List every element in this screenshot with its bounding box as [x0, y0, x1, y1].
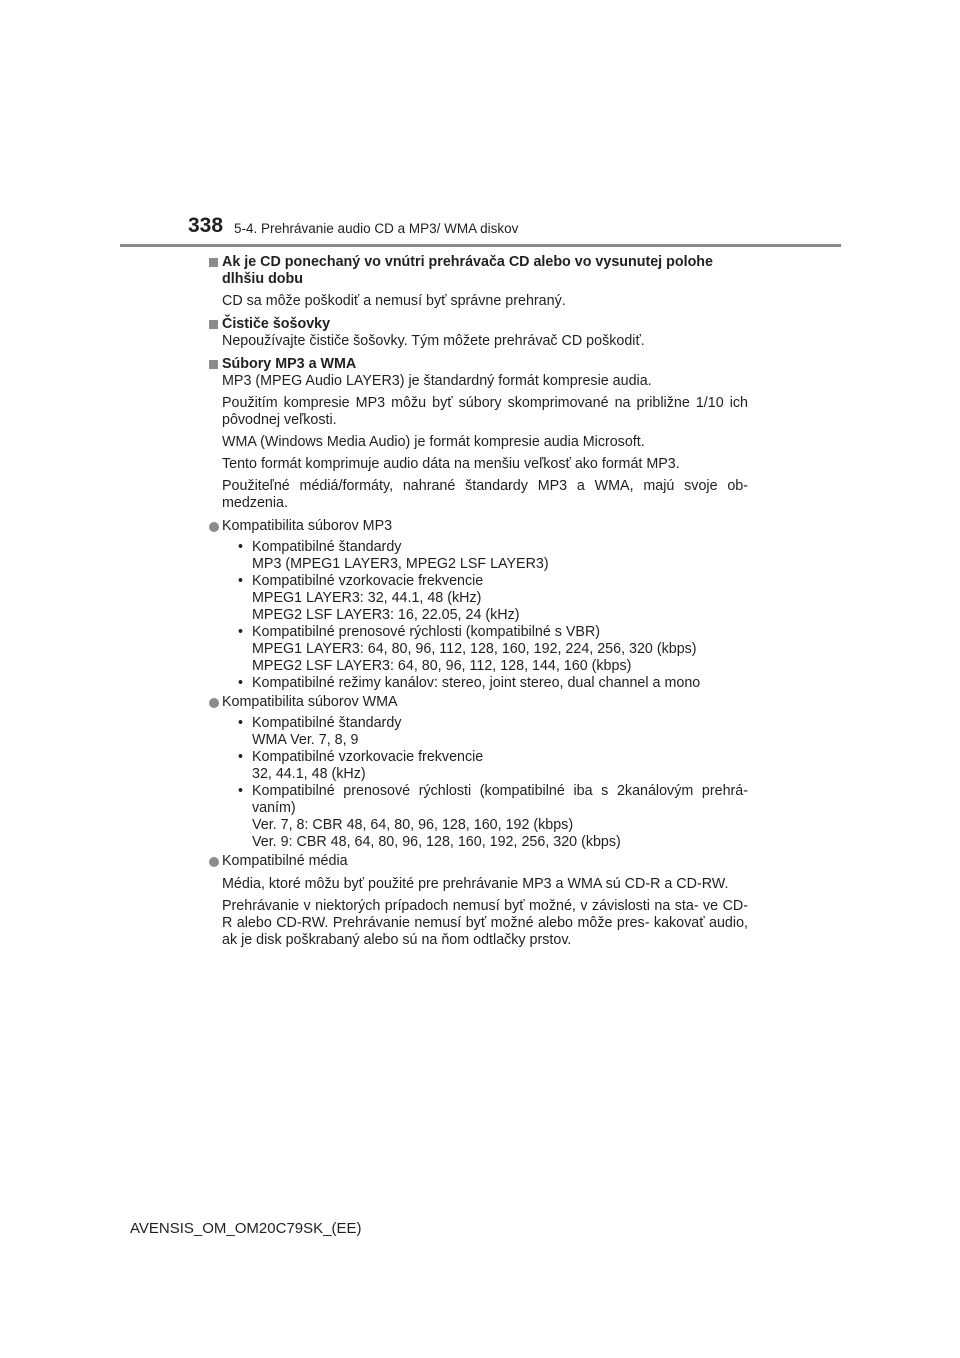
- subsection-compatible-media: [208, 853, 748, 870]
- header-divider: [120, 244, 841, 247]
- chapter-title: 5-4. Prehrávanie audio CD a MP3/ WMA diskov: [234, 221, 519, 236]
- section-title: Súbory MP3 a WMA: [222, 356, 357, 372]
- paragraph: Prehrávanie v niektorých prípadoch nemusí byť možné, v závislosti na sta- ve CD-R alebo CD-RW. Prehrávanie nemusí byť možné alebo môže pres- kakovať audio, ak je disk poškrabaný alebo sú na ňom odtlačky prstov.: [222, 898, 748, 948]
- section-mp3-wma-files: [208, 356, 748, 373]
- paragraph: WMA (Windows Media Audio) je formát kompresie audia Microsoft.: [222, 434, 645, 450]
- paragraph: Použiteľné médiá/formáty, nahrané štandardy MP3 a WMA, majú svoje ob- medzenia.: [222, 478, 748, 511]
- subsection-heading: Kompatibilita súborov MP3: [222, 518, 393, 534]
- list-item: • Kompatibilné vzorkovacie frekvencie MPEG1 LAYER3: 32, 44.1, 48 (kHz) MPEG2 LSF LAYER3: 16, 22.05, 24 (kHz): [238, 573, 520, 623]
- list-item: • Kompatibilné prenosové rýchlosti (kompatibilné iba s 2kanálovým prehrá- vaním) Ver. 7, 8: CBR 48, 64, 80, 96, 128, 160, 192 (kbps) Ver. 9: CBR 48, 64, 80, 96, 128, 160, 192, 256, 320 (kbps): [238, 783, 748, 850]
- main-content: [208, 254, 748, 949]
- wma-spec-list: [208, 715, 748, 851]
- footer-document-code: AVENSIS_OM_OM20C79SK_(EE): [130, 1220, 362, 1237]
- paragraph: CD sa môže poškodiť a nemusí byť správne prehraný.: [222, 293, 566, 309]
- square-bullet-icon: [209, 320, 218, 329]
- paragraph: Tento formát komprimuje audio dáta na menšiu veľkosť ako formát MP3.: [222, 456, 680, 472]
- subsection-mp3-compatibility: [208, 518, 748, 535]
- square-bullet-icon: [209, 360, 218, 369]
- subsection-heading: Kompatibilné média: [222, 853, 348, 869]
- section-lens-cleaners: [208, 316, 748, 333]
- subsection-heading: Kompatibilita súborov WMA: [222, 694, 398, 710]
- section-title: Ak je CD ponechaný vo vnútri prehrávača CD alebo vo vysunutej polohe dlhšiu dobu: [222, 254, 713, 287]
- paragraph: Použitím kompresie MP3 môžu byť súbory skomprimované na približne 1/10 ich pôvodnej veľkosti.: [222, 395, 748, 428]
- square-bullet-icon: [209, 258, 218, 267]
- list-item: • Kompatibilné prenosové rýchlosti (kompatibilné s VBR) MPEG1 LAYER3: 64, 80, 96, 112, 128, 160, 192, 224, 256, 320 (kbps) MPEG2 LSF LAYER3: 64, 80, 96, 112, 128, 144, 160 (kbps): [238, 624, 697, 674]
- section-cd-left-in-player: [208, 254, 748, 288]
- mp3-spec-list: [208, 539, 748, 692]
- page-number: 338: [188, 214, 224, 237]
- subsection-wma-compatibility: [208, 694, 748, 711]
- section-title: Čističe šošovky: [222, 316, 331, 332]
- circle-bullet-icon: [209, 857, 219, 867]
- list-item: • Kompatibilné režimy kanálov: stereo, joint stereo, dual channel a mono: [238, 675, 701, 691]
- paragraph: Média, ktoré môžu byť použité pre prehrávanie MP3 a WMA sú CD-R a CD-RW.: [222, 876, 729, 892]
- list-item: • Kompatibilné vzorkovacie frekvencie 32, 44.1, 48 (kHz): [238, 749, 484, 782]
- circle-bullet-icon: [209, 698, 219, 708]
- paragraph: MP3 (MPEG Audio LAYER3) je štandardný formát kompresie audia.: [222, 373, 652, 389]
- circle-bullet-icon: [209, 522, 219, 532]
- list-item: • Kompatibilné štandardy WMA Ver. 7, 8, 9: [238, 715, 402, 748]
- page-header: [188, 214, 808, 244]
- list-item: • Kompatibilné štandardy MP3 (MPEG1 LAYER3, MPEG2 LSF LAYER3): [238, 539, 549, 572]
- paragraph: Nepoužívajte čističe šošovky. Tým môžete prehrávač CD poškodiť.: [222, 333, 645, 349]
